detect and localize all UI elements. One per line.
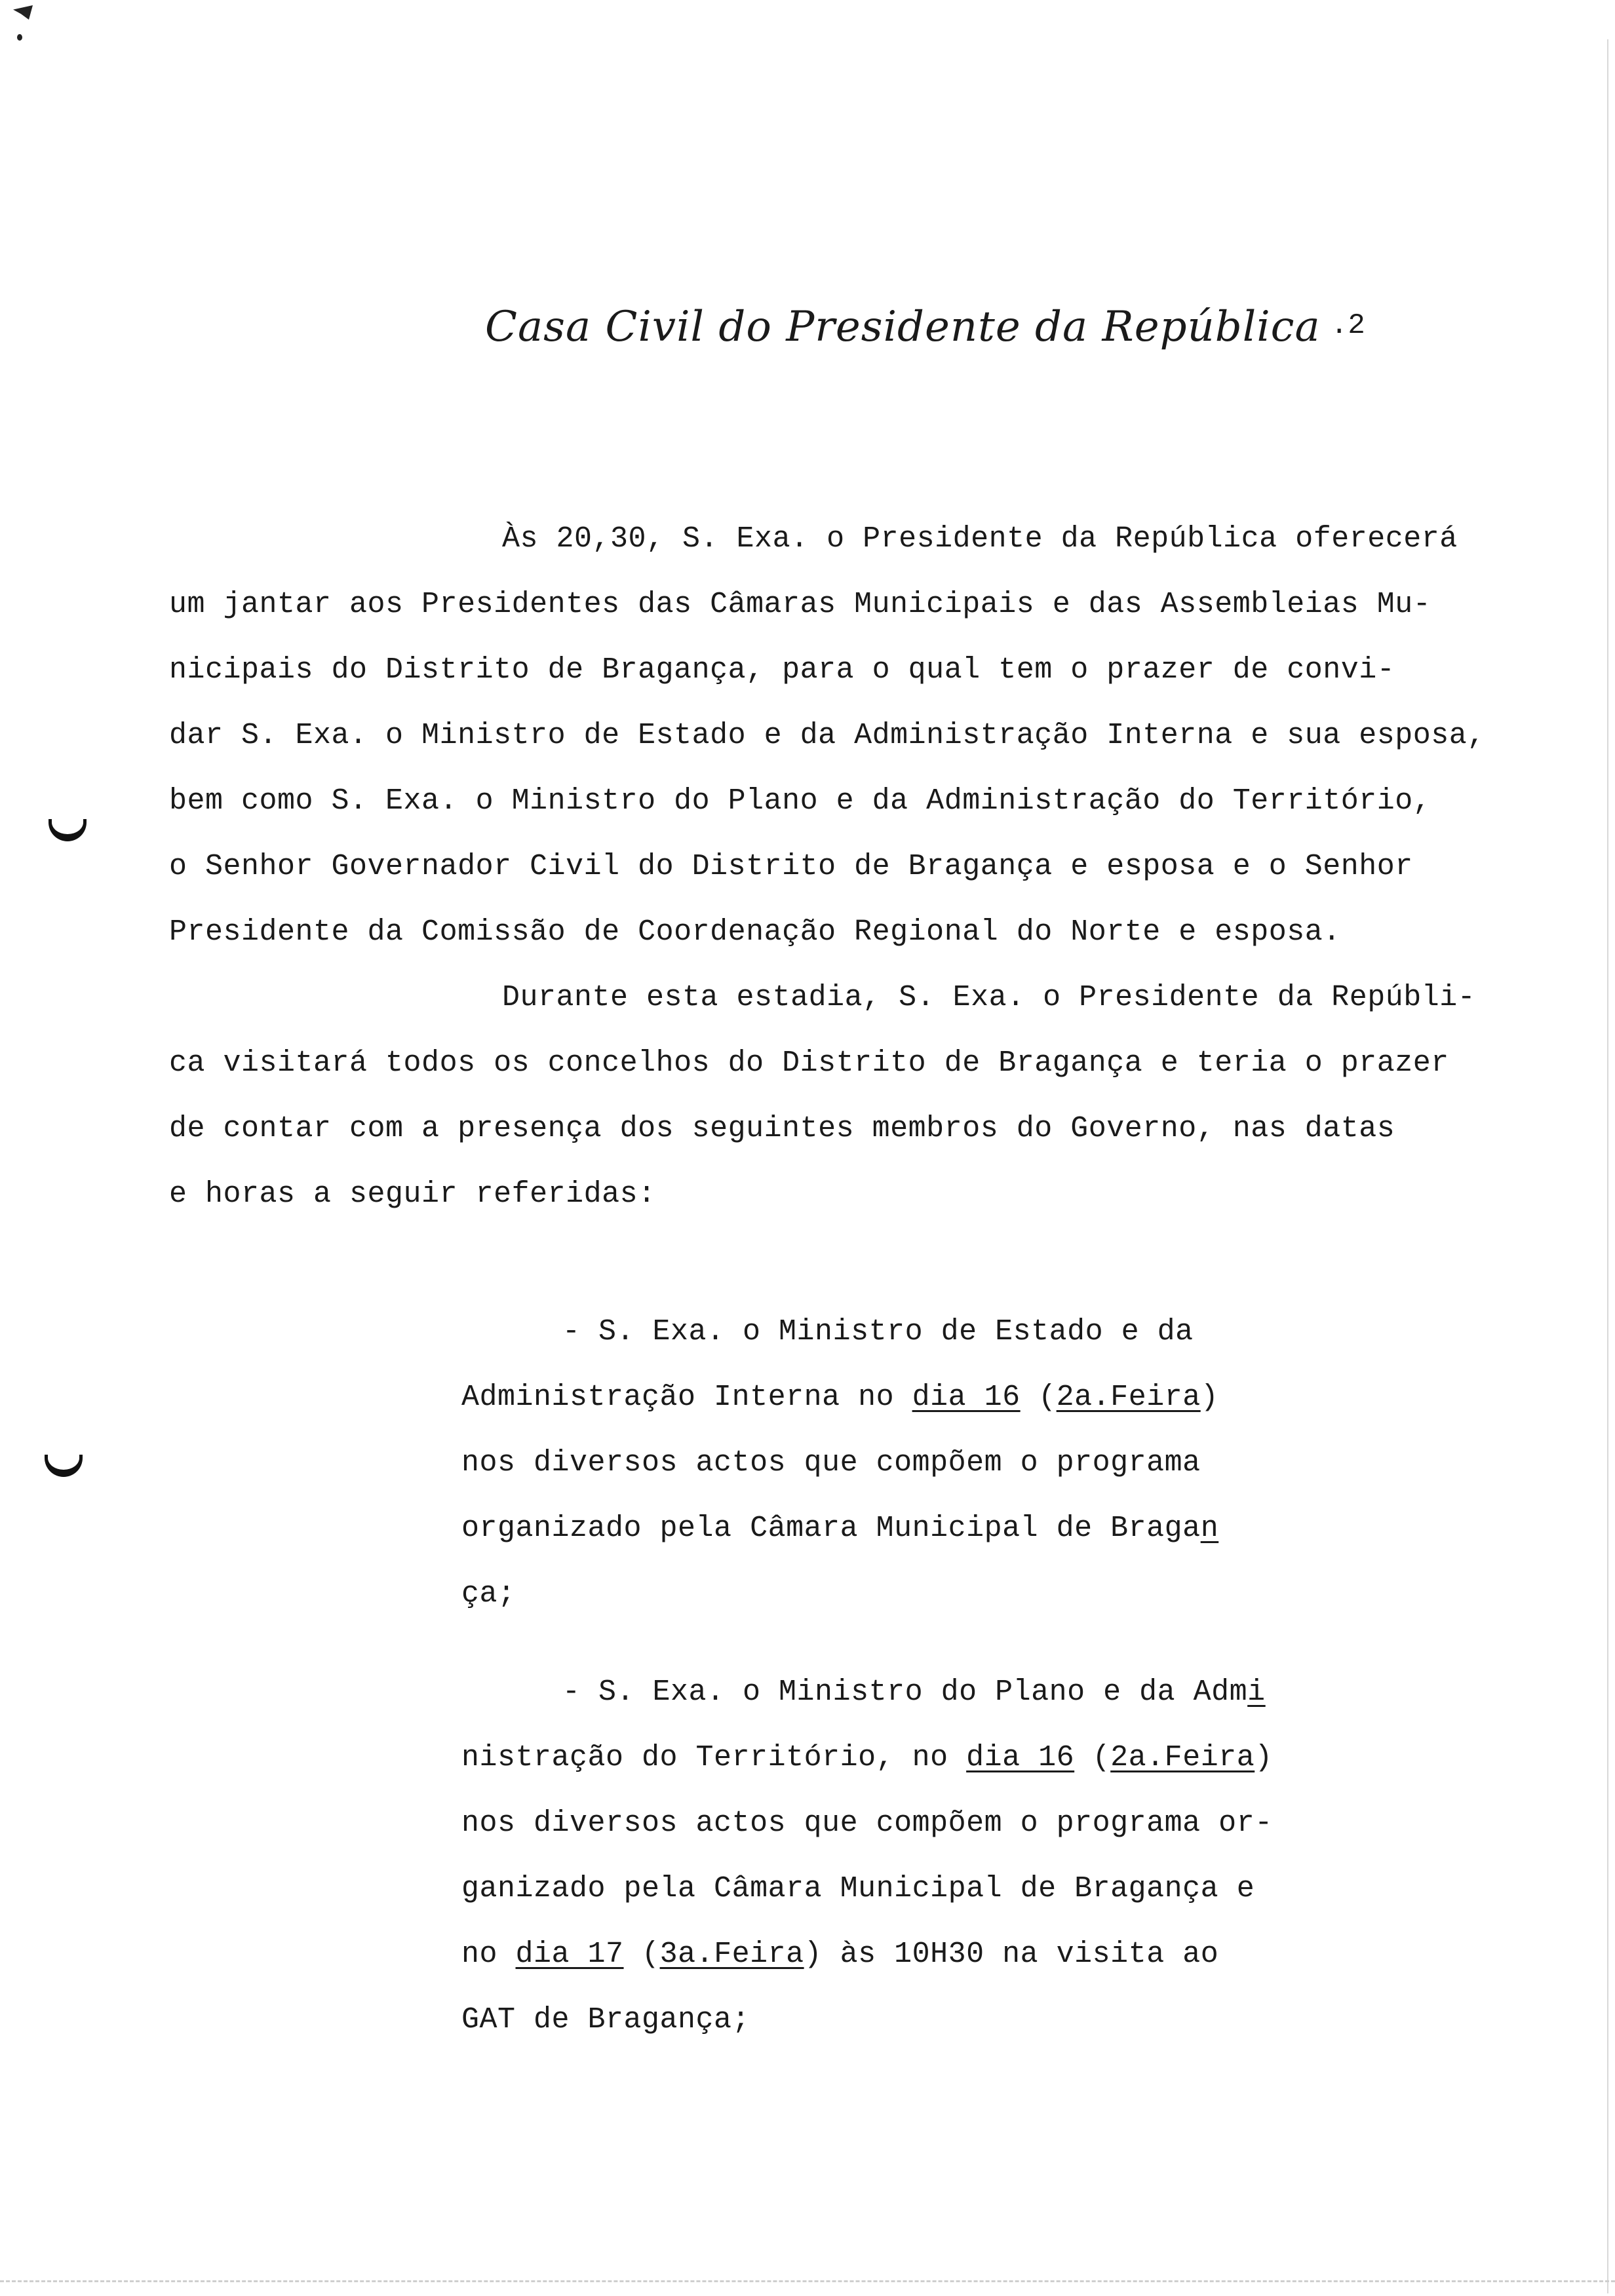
text-span: Administração Interna no xyxy=(461,1381,912,1414)
paragraph-2-line: ca visitará todos os concelhos do Distrito de Bragança e teria o prazer xyxy=(169,1046,1449,1080)
date-underlined: dia 16 xyxy=(912,1381,1021,1414)
paragraph-2-line: de contar com a presença dos seguintes membros do Governo, nas datas xyxy=(169,1112,1395,1145)
text-span: ) às 10H30 na visita ao xyxy=(804,1938,1219,1971)
hyphenation-mark: n xyxy=(1200,1512,1219,1545)
text-span: ) xyxy=(1200,1381,1219,1414)
text-span: organizado pela Câmara Municipal de Braga xyxy=(461,1512,1201,1545)
weekday-underlined: 3a.Feira xyxy=(659,1938,804,1971)
punch-hole xyxy=(49,819,87,841)
paragraph-2-line: e horas a seguir referidas: xyxy=(169,1177,656,1211)
paragraph-1-line: Presidente da Comissão de Coordenação Regional do Norte e esposa. xyxy=(169,915,1341,949)
text-span: no xyxy=(461,1938,516,1971)
letterhead-title: Casa Civil do Presidente da República xyxy=(485,303,1321,351)
weekday-underlined: 2a.Feira xyxy=(1056,1381,1201,1414)
item-1-line xyxy=(461,1383,1218,1412)
item-1-line xyxy=(461,1514,1218,1543)
item-2-line: ganizado pela Câmara Municipal de Bragança e xyxy=(461,1872,1255,1905)
paragraph-2-line: Durante esta estadia, S. Exa. o Presidente da Repúbli- xyxy=(502,981,1476,1014)
paragraph-1-line: nicipais do Distrito de Bragança, para o qual tem o prazer de convi- xyxy=(169,653,1395,687)
scan-artifact xyxy=(13,5,33,20)
page-number: .2 xyxy=(1331,309,1365,342)
text-span: ) xyxy=(1255,1741,1273,1774)
scan-artifact-dot xyxy=(17,34,22,41)
hyphenation-mark: i xyxy=(1247,1675,1266,1709)
punch-hole xyxy=(45,1455,83,1477)
date-underlined: dia 17 xyxy=(515,1938,624,1971)
page-edge-bottom xyxy=(0,2280,1615,2282)
text-span: ( xyxy=(1020,1381,1057,1414)
paragraph-1-line: um jantar aos Presidentes das Câmaras Municipais e das Assembleias Mu- xyxy=(169,588,1431,621)
text-span: - S. Exa. o Ministro do Plano e da Adm xyxy=(562,1675,1248,1709)
item-2-line: GAT de Bragança; xyxy=(461,2003,750,2037)
date-underlined: dia 16 xyxy=(966,1741,1075,1774)
item-2-line xyxy=(562,1677,1266,1707)
item-1-line: ça; xyxy=(461,1577,516,1611)
paragraph-1-line: o Senhor Governador Civil do Distrito de Bragança e esposa e o Senhor xyxy=(169,850,1413,883)
item-1-line: - S. Exa. o Ministro de Estado e da xyxy=(562,1315,1194,1349)
item-2-line xyxy=(461,1743,1273,1772)
page-edge xyxy=(1607,39,1608,2293)
paragraph-1-line: dar S. Exa. o Ministro de Estado e da Administração Interna e sua esposa, xyxy=(169,719,1485,752)
item-1-line: nos diversos actos que compõem o programa xyxy=(461,1446,1201,1480)
text-span: ( xyxy=(623,1938,660,1971)
item-2-line xyxy=(461,1940,1218,1969)
paragraph-1-line: Às 20,30, S. Exa. o Presidente da República oferecerá xyxy=(502,522,1458,556)
weekday-underlined: 2a.Feira xyxy=(1110,1741,1255,1774)
text-span: nistração do Território, no xyxy=(461,1741,967,1774)
paragraph-1-line: bem como S. Exa. o Ministro do Plano e da Administração do Território, xyxy=(169,784,1431,818)
item-2-line: nos diversos actos que compõem o programa or- xyxy=(461,1807,1273,1840)
text-span: ( xyxy=(1074,1741,1111,1774)
